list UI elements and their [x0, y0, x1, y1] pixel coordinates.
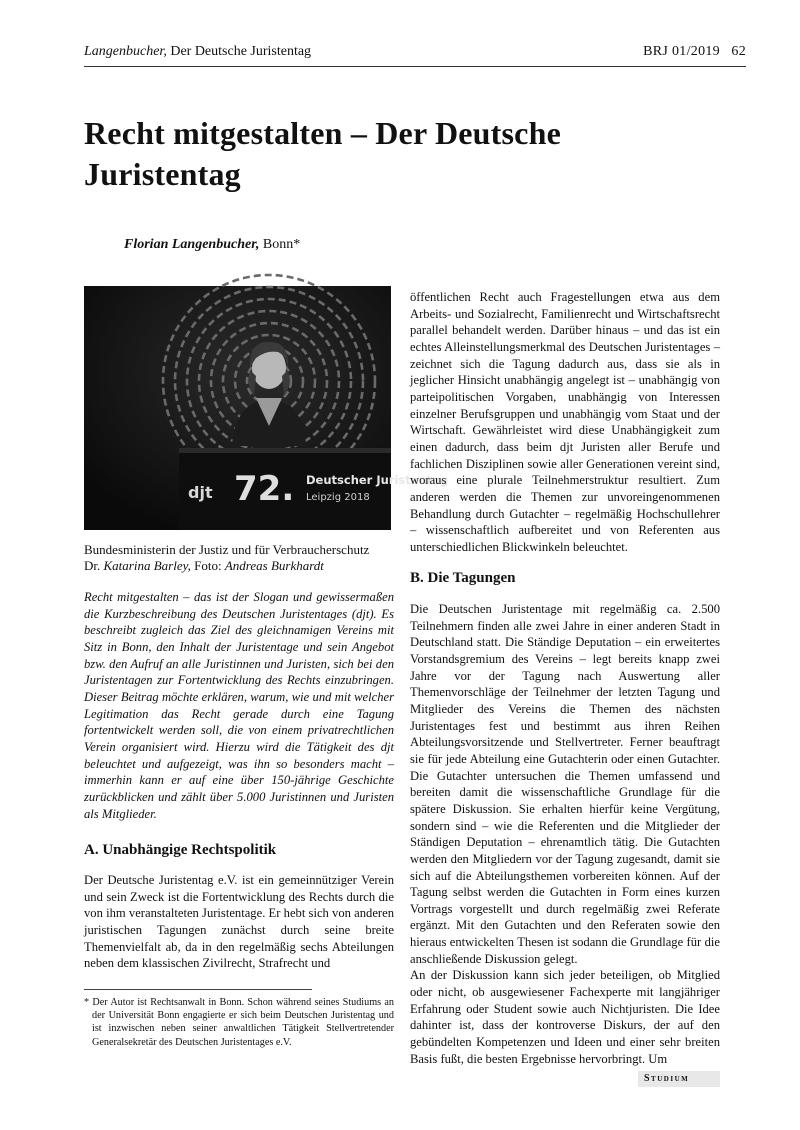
- section-b-body: [410, 601, 720, 1067]
- article-title: Recht mitgestalten – Der Deutsche Juristentag: [84, 115, 561, 192]
- section-tag: Studium: [638, 1071, 720, 1087]
- header-title: Der Deutsche Juristentag: [166, 44, 312, 59]
- section-a-continuation: öffentlichen Recht auch Fragestellungen etwa aus dem Arbeits- und Sozialrecht, Familienrecht und Wirtschaftsrecht parallel behandelt werden. Darüber hinaus – und das ist ein echtes Alleinstellungsmerkmal des Deutschen Juristentages – zeichnet sich die Tagung dadurch aus, dass sie als in jeglicher Hinsicht unabhängig angelegt ist – unabhängig von parteipolitischen Vorgaben, unabhängig von Interessen einzelner Berufsgruppen und unabhängig vom Staat und der Wirtschaft. Gewährleistet wird diese Unabhängigkeit zum einen dadurch, dass beim djt Juristen aller Berufe und fachlichen Disziplinen sowie aller Generationen vereint sind, woraus eine plurale Teilnehmerstruktur resultiert. Zum anderen werden die Themen zur unvoreingenommenen Behandlung durch Gutachter – regelmäßig Hochschullehrer – wissenschaftlich aufbereitet und von Referenten aus unterschiedlichen Blickwinkeln beleuchtet.: [410, 290, 720, 554]
- running-header-left: [84, 44, 311, 60]
- section-b-paragraph-1: Die Deutschen Juristentage mit regelmäßig ca. 2.500 Teilnehmern finden alle zwei Jahre in einer anderen Stadt in Deutschland statt. Die Ständige Deputation – ein erweitertes Vorstandsgremium des Vereins – legt bereits knapp zwei Jahre vor der Tagung nach Auswertung aller Themenvorschläge der Teilnehmer der letzten Tagung und Mitglieder des Vereins die Themen des nächsten Juristentages fest und bestimmt aus ihren Reihen Abteilungsvorsitzende und Stellvertreter. Ferner beauftragt sie für jede Abteilung eine Gutachterin oder einen Gutachter. Die Gutachter untersuchen die Themen umfassend und bereiten damit die wissenschaftliche Grundlage für die spätere Diskussion. Sie erhalten hierfür keine Vergütung, sondern sind – wie die Referenten und die Mitglieder der Ständigen Deputation – ehrenamtlich tätig. Die Gutachten werden den Mitgliedern vor der Tagung zugesandt, damit sie sich auf die Abteilungsthemen vorbereiten können. Auf der Tagung selbst werden die Gutachten in Form eines kurzen Vortrags vorgestellt und durch regelmäßig zwei Referate ergänzt. Mit den Gutachten und den Referaten sowie den hieraus entwickelten Thesen ist sodann die Grundlage für die anschließende Diskussion gelegt.: [410, 602, 720, 966]
- author-name: Florian Langenbucher,: [124, 237, 260, 252]
- running-header-right: [643, 44, 746, 60]
- author-line: [124, 237, 300, 253]
- article-photo: [84, 286, 449, 530]
- photo-illustration: [84, 286, 449, 530]
- caption-foto-label: Foto:: [190, 558, 225, 573]
- caption-line-2: [84, 558, 394, 574]
- lectern-organization: Deutscher Juristentag: [306, 473, 449, 487]
- header-author: Langenbucher,: [84, 44, 167, 59]
- page-number: 62: [731, 44, 746, 59]
- section-a-heading: A. Unabhängige Rechtspolitik: [84, 842, 277, 858]
- caption-person: Katarina Barley,: [103, 558, 191, 573]
- djt-logo: djt: [188, 483, 213, 502]
- lectern-place: Leipzig 2018: [306, 492, 370, 503]
- section-b-heading: B. Die Tagungen: [410, 570, 516, 586]
- journal-issue: BRJ 01/2019: [643, 44, 720, 59]
- header-divider: [84, 66, 746, 67]
- footnote-divider: [84, 989, 312, 990]
- lectern-number: 72.: [234, 469, 295, 509]
- author-footnote: * Der Autor ist Rechtsanwalt in Bonn. Schon während seines Studiums an der Universität Bonn engagierte er sich beim Deutschen Juristentag und ist inzwischen neben seiner anwaltlichen Tätigkeit Stellvertretender Generalsekretär des Deutschen Juristentages e.V.: [84, 997, 394, 1048]
- section-a-text: Der Deutsche Juristentag e.V. ist ein gemeinnütziger Verein und sein Zweck ist die Fortentwicklung des Rechts durch die von ihm veranstalteten Juristentage. Er hebt sich von anderen juristischen Tagungen zunächst durch seine breite Themenvielfalt ab, da in den regelmäßig sechs Abteilungen neben dem klassischen Zivilrecht, Strafrecht und: [84, 873, 394, 971]
- author-place: Bonn*: [259, 237, 301, 252]
- caption-line-1: Bundesministerin der Justiz und für Verbraucherschutz: [84, 542, 370, 557]
- article-abstract: Recht mitgestalten – das ist der Slogan und gewissermaßen die Kurzbeschreibung des Deutschen Juristentages (djt). Es beschreibt zugleich das Ziel des gleichnamigen Vereins mit Sitz in Bonn, den Inhalt der Juristentage und sein Angebot bzw. den Aufruf an alle Juristinnen und Juristen, sich bei den Juristentagen zur Fortentwicklung des Rechts einzubringen. Dieser Beitrag möchte erklären, warum, wie und mit welcher Legitimation das Recht gerade durch eine Tagung fortentwickelt werden soll, die von einem privatrechtlichen Verein organisiert wird. Hierzu wird die Tätigkeit des djt beleuchtet und aufgezeigt, was ihn so besonders macht – immerhin kann er auf eine über 150-jährige Geschichte zurückblicken und zählt über 5.000 Juristinnen und Juristen als Mitglieder.: [84, 590, 394, 821]
- section-b-paragraph-2: An der Diskussion kann sich jeder beteiligen, ob Mitglied oder nicht, ob ausgewiesener Fachexperte mit langjähriger Erfahrung oder Student sowie auch Nichtjuristen. Die Idee dahinter ist, dass der kontroverse Diskurs, der auf den gebündelten Kompetenzen und Ideen und einer sehr breiten Basis fußt, die besten Ergebnisse hervorbringt. Um: [410, 968, 720, 1066]
- caption-photographer: Andreas Burkhardt: [224, 558, 324, 573]
- caption-prefix: Dr.: [84, 558, 104, 573]
- photo-caption: [84, 542, 394, 574]
